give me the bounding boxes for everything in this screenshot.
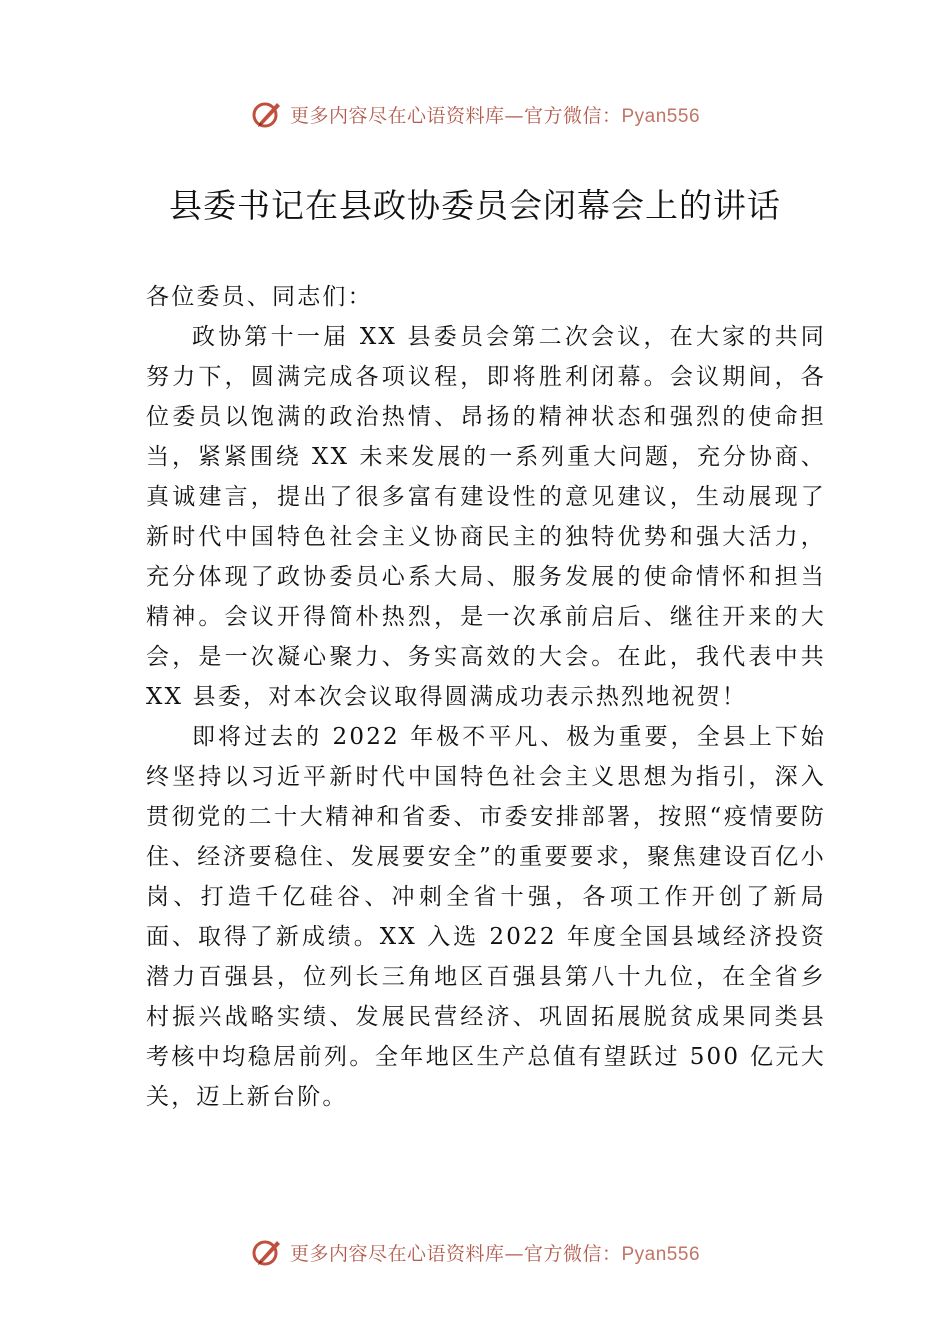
- watermark-banner-top: [0, 92, 950, 136]
- paragraph-2: 即将过去的 2022 年极不平凡、极为重要，全县上下始终坚持以习近平新时代中国特色社会主义思想为指引，深入贯彻党的二十大精神和省委、市委安排部署，按照“疫情要防住、经济要稳住、发展要安全”的重要要求，聚焦建设百亿小岗、打造千亿硅谷、冲刺全省十强，各项工作开创了新局面、取得了新成绩。XX 入选 2022 年度全国县域经济投资潜力百强县，位列长三角地区百强县第八十九位，在全省乡村振兴战略实绩、发展民营经济、巩固拓展脱贫成果同类县考核中均稳居前列。全年地区生产总值有望跃过 500 亿元大关，迈上新台阶。: [146, 724, 826, 1110]
- greeting: 各位委员、同志们：: [146, 284, 373, 310]
- watermark-text: 更多内容尽在心语资料库—官方微信：Pyan556: [289, 104, 701, 127]
- document-title: 县委书记在县政协委员会闭幕会上的讲话: [169, 186, 781, 225]
- paragraph-1: 政协第十一届 XX 县委员会第二次会议，在大家的共同努力下，圆满完成各项议程，即将胜利闭幕。会议期间，各位委员以饱满的政治热情、昂扬的精神状态和强烈的使命担当，紧紧围绕 XX 未来发展的一系列重大问题，充分协商、真诚建言，提出了很多富有建设性的意见建议，生动展现了新时代中国特色社会主义协商民主的独特优势和强大活力， 充分体现了政协委员心系大局、服务发展的使命情怀和担当精神。会议开得简朴热烈，是一次承前启后、继往开来的大会，是一次凝心聚力、务实高效的大会。在此，我代表中共 XX 县委，对本次会议取得圆满成功表示热烈地祝贺！: [146, 324, 826, 710]
- document-body: [146, 277, 826, 1117]
- pen-circle-icon: [250, 97, 284, 131]
- pen-circle-icon: [250, 1235, 284, 1269]
- watermark-text: 更多内容尽在心语资料库—官方微信：Pyan556: [289, 1242, 701, 1265]
- watermark-banner-bottom: [0, 1230, 950, 1274]
